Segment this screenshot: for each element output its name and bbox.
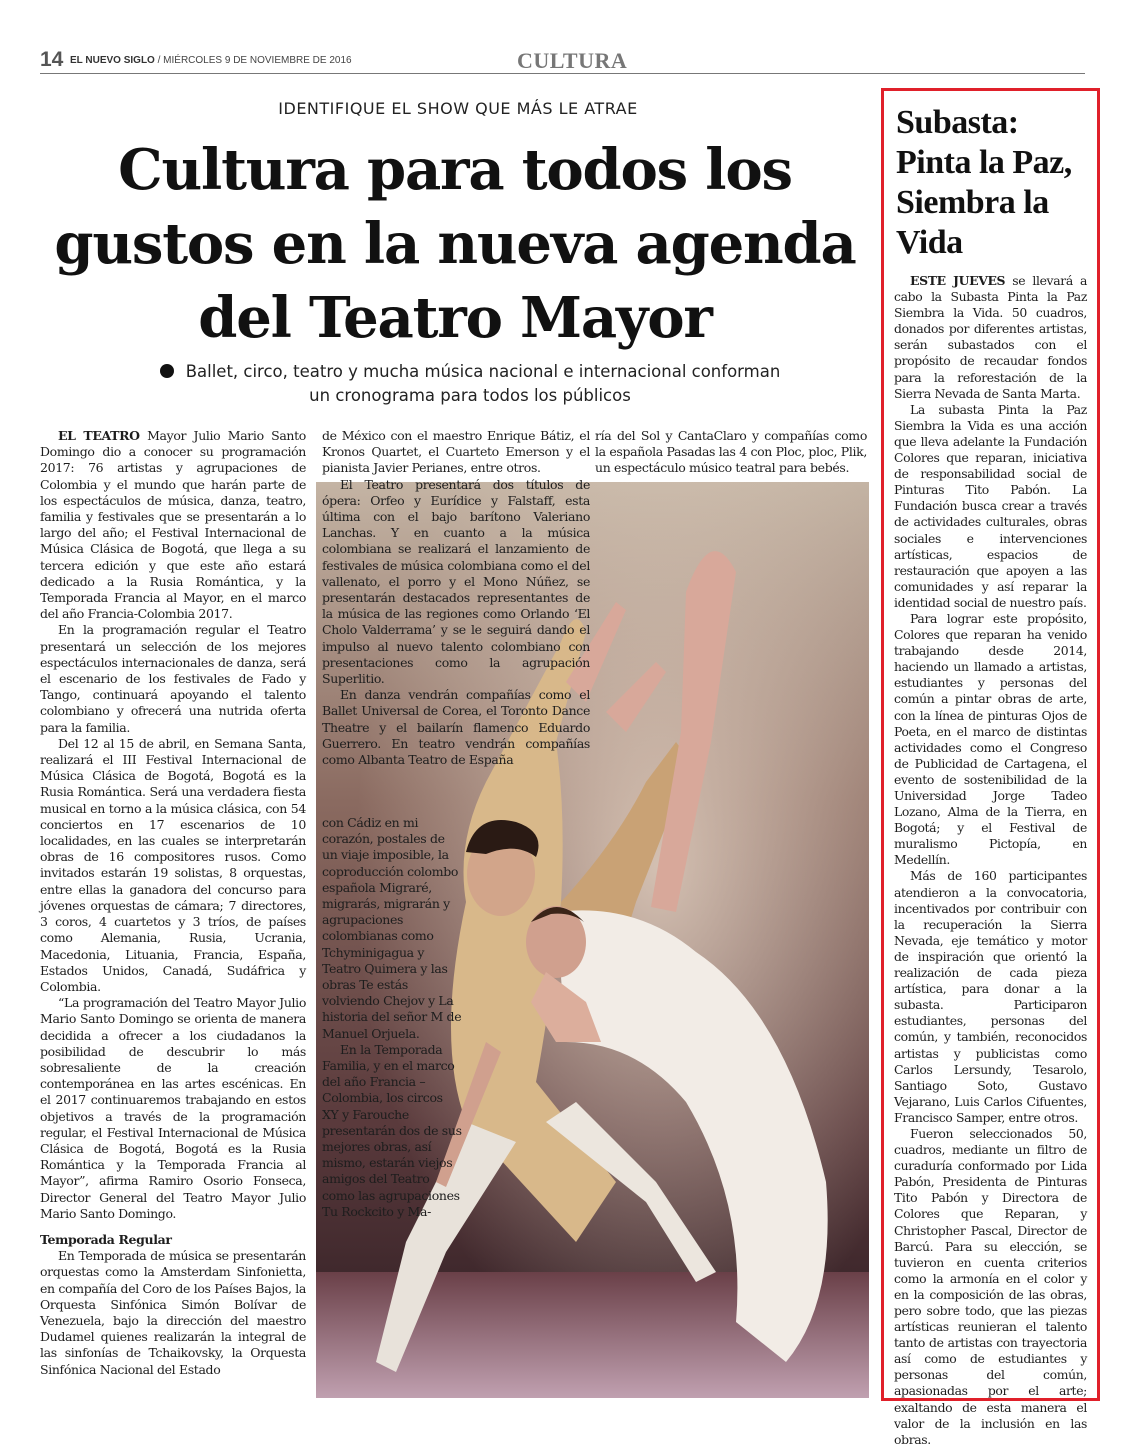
sidebar-body <box>894 273 1087 1448</box>
article-paragraph-1 <box>40 428 306 622</box>
header-rule <box>40 73 1085 74</box>
sidebar-paragraph-1 <box>894 273 1087 402</box>
article-column-1 <box>40 428 306 1378</box>
paper-dateline <box>70 55 352 66</box>
article-paragraph-6: de México con el maestro Enrique Bátiz, el Kronos Quartet, el Cuarteto Emerson y el pianista Javier Perianes, entre otros. <box>322 428 590 476</box>
article-paragraph-8: En danza vendrán compañías como el Ballet Universal de Corea, el Toronto Dance Theatre y el bailarín flamenco Eduardo Guerrero. En teatro vendrán compañías como Albanta Teatro de España <box>322 687 590 768</box>
sidebar-paragraph-text: se llevará a cabo la Subasta Pinta la Paz Siembra la Vida. 50 cuadros, donados por diferentes artistas, serán subastados con el propósito de recaudar fondos para la reforestación de la Sierra Nevada de Santa Marta. <box>894 273 1087 401</box>
article-paragraph-10: En la Temporada Familia, y en el marco del año Francia – Colombia, los circos XY y Farouche presentarán dos de sus mejores obras, así mismo, estarán viejos amigos del Teatro como las agrupaciones Tu Rockcito y Ma- <box>322 1041 462 1219</box>
deck-line-1: Ballet, circo, teatro y mucha música nacional e internacional conforman <box>185 362 781 381</box>
page-header <box>40 48 1085 74</box>
article-paragraph-7: El Teatro presentará dos títulos de ópera: Orfeo y Eurídice y Falstaff, esta última con el bajo barítono Valeriano Lanchas. Y en cuanto a la música colombiana se realizará el lanzamiento de festivales de música colombiana como el del vallenato, el porro y el Mono Núñez, se presentarán destacados representantes de la música de las regiones como Orlando ‘El Cholo Valderrama’ y se le seguirá dando el impulso al nuevo talento colombiano con presentaciones como la agrupación Superlitio. <box>322 476 590 687</box>
article-paragraph-4: “La programación del Teatro Mayor Julio Mario Santo Domingo se orienta de manera decidida a ofrecer a los ciudadanos la posibilidad de descubrir lo más sobresaliente de la creación contemporánea en las artes escénicas. En el 2017 continuaremos trabajando en estos objetivos a través de la programación regular, el Festival Internacional de Música Clásica de Bogotá, Bogotá es la Rusia Romántica y la Temporada Francia al Mayor”, afirma Ramiro Osorio Fonseca, Director General del Teatro Mayor Julio Mario Santo Domingo. <box>40 995 306 1221</box>
page-number: 14 <box>40 48 64 71</box>
article-paragraph-3: Del 12 al 15 de abril, en Semana Santa, realizará el III Festival Internacional de Música Clásica de Bogotá, Bogotá es la Rusia Romántica. Será una verdadera fiesta musical en torno a la música clásica, con 54 conciertos en 17 escenarios de 10 localidades, en las cuales se interpretarán obras de 16 compositores rusos. Como invitados estarán 19 solistas, 8 orquestas, entre ellas la ganadora del concurso para jóvenes orquestas de cámara; 7 directores, 3 coros, 4 cuartetos y 3 tríos, de países como Alemania, Rusia, Ucrania, Macedonia, Lituania, Francia, España, Estados Unidos, Canadá, Sudáfrica y Colombia. <box>40 735 306 994</box>
sidebar-title: Subasta: Pinta la Paz, Siembra la Vida <box>896 104 1072 261</box>
deck <box>140 360 800 408</box>
sidebar-lead-in: ESTE JUEVES <box>910 273 1006 288</box>
lead-in: EL TEATRO <box>58 428 140 443</box>
article-paragraph-2: En la programación regular el Teatro presentará un selección de los mejores espectáculos internacionales de danza, será el escenario de los festivales de Fado y Tango, continuará apoyando el talento colombiano y ofrecerá una nutrida oferta para la familia. <box>40 622 306 735</box>
bullet-icon <box>160 364 174 378</box>
issue-date: / MIÉRCOLES 9 DE NOVIEMBRE DE 2016 <box>157 55 352 66</box>
sidebar-paragraph-4: Más de 160 participantes atendieron a la convocatoria, incentivados por contribuir con la recuperación la Sierra Nevada, eje temático y motor de inspiración que orientó la realización de cada pieza artística, para donar a la subasta. Participaron estudiantes, personas del común, y también, reconocidos artistas y publicistas como Carlos Lersundy, Tesarolo, Santiago Soto, Gustavo Vejarano, Luis Carlos Cifuentes, Francisco Samper, entre otros. <box>894 868 1087 1125</box>
article-paragraph-11: ría del Sol y CantaClaro y compañías como la española Pasadas las 4 con Ploc, ploc, Plik, un espectáculo músico teatral para bebés. <box>595 428 867 476</box>
sidebar-paragraph-3: Para lograr este propósito, Colores que reparan ha venido trabajando desde 2014, haciendo un llamado a artistas, estudiantes y personas del común a pintar obras de arte, con la línea de pinturas Ojos de Poeta, en el marco de distintas actividades como el Congreso de Publicidad de Cartagena, el evento de sostenibilidad de la Universidad Jorge Tadeo Lozano, Alma de la Tierra, en Bogotá; y el Festival de muralismo Pictopía, en Medellín. <box>894 610 1087 868</box>
article-column-3 <box>595 428 867 477</box>
sidebar-box <box>881 88 1100 1447</box>
sidebar-paragraph-5: Fueron seleccionados 50, cuadros, mediante un filtro de curaduría conformado por Lida Pabón, Presidenta de Pinturas Tito Pabón y Directora de Colores que Reparan, y Christopher Pascal, Director de Barcú. Para su elección, se tuvieron en cuenta criterios como la armonía en el color y en la composición de las obras, pero sobre todo, que las piezas artísticas reunieran el talento tanto de artistas con trayectoria así como de estudiantes y personas del común, apasionadas por el arte; exaltando de esta manera el valor de la inclusión en las obras. <box>894 1125 1087 1447</box>
article-paragraph-5: En Temporada de música se presentarán orquestas como la Amsterdam Sinfonietta, en compañía del Coro de los Países Bajos, la Orquesta Sinfónica Simón Bolívar de Venezuela, bajo la dirección del maestro Dudamel quienes realizarán la integral de las sinfonías de Tchaikovsky, la Orquesta Sinfónica Nacional del Estado <box>40 1248 306 1377</box>
article-column-2-wrap <box>322 815 462 1220</box>
paragraph-text: Mayor Julio Mario Santo Domingo dio a conocer su programación 2017: 76 artistas y agrupaciones de Colombia y el mundo que harán parte de los espectáculos de música, danza, teatro, familia y festivales que se presentarán a lo largo del año; el Festival Internacional de Música Clásica de Bogotá, que llega a su tercera edición y que este año estará dedicado a la Rusia Romántica, y la Temporada Francia al Mayor, en el marco del año Francia-Colombia 2017. <box>40 428 306 622</box>
headline: Cultura para todos los gustos en la nueva agenda del Teatro Mayor <box>54 137 856 351</box>
section-label: CULTURA <box>517 48 628 73</box>
subhead: Temporada Regular <box>40 1231 172 1247</box>
deck-line-2: un cronograma para todos los públicos <box>309 386 631 405</box>
article-column-2 <box>322 428 590 768</box>
article-paragraph-9: con Cádiz en mi corazón, postales de un viaje imposible, la coproducción colombo española Migraré, migrarás, migrarán y agrupaciones colombianas como Tchyminigagua y Teatro Quimera y las obras Te estás volviendo Chejov y La historia del señor M de Manuel Orjuela. <box>322 815 462 1041</box>
sidebar-paragraph-2: La subasta Pinta la Paz Siembra la Vida es una acción que lleva adelante la Fundación Colores que reparan, iniciativa de responsabilidad social de Pinturas Tito Pabón. La Fundación busca crear a través de actividades culturales, obras sociales e intervenciones artísticas, espacios de restauración que apoyen a las comunidades y así reparar la identidad social de nuestro país. <box>894 401 1087 610</box>
kicker: IDENTIFIQUE EL SHOW QUE MÁS LE ATRAE <box>278 99 638 118</box>
paper-name: EL NUEVO SIGLO <box>70 55 155 66</box>
